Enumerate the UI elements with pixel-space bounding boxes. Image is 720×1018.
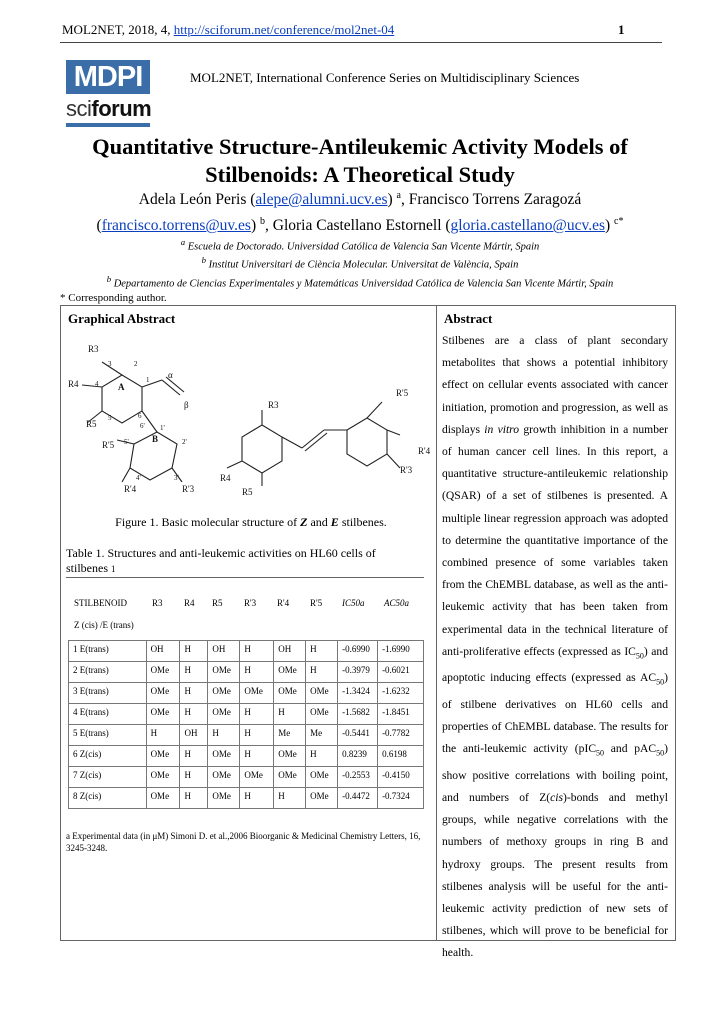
table-cell: H bbox=[240, 746, 274, 767]
label-r5p: R'5 bbox=[102, 440, 115, 450]
label-n1p: 1' bbox=[160, 424, 165, 432]
table-cell: OMe bbox=[146, 767, 180, 788]
bond-e-alpha bbox=[282, 437, 302, 448]
table-cell: H bbox=[240, 662, 274, 683]
table-cell: 6 Z(cis) bbox=[69, 746, 147, 767]
running-header bbox=[62, 22, 394, 38]
affiliation-c bbox=[30, 274, 690, 290]
label-n2p: 2' bbox=[182, 438, 187, 446]
label-r4: R4 bbox=[68, 379, 79, 389]
table-cell: H bbox=[146, 725, 180, 746]
table-row bbox=[69, 704, 424, 725]
affil-sup-b: b bbox=[201, 255, 207, 265]
col-header-r3: R3 bbox=[152, 598, 163, 608]
table-cell: 4 E(trans) bbox=[69, 704, 147, 725]
figure-1-caption bbox=[66, 515, 436, 530]
affil-text-b: Institut Universitari de Ciència Molecular. Universitat de València, Spain bbox=[206, 259, 519, 271]
table-cell: OMe bbox=[146, 683, 180, 704]
caption-e: E bbox=[330, 515, 339, 529]
table-cell: -0.6021 bbox=[378, 662, 424, 683]
table-row bbox=[69, 725, 424, 746]
affil-text-c: Departamento de Ciencias Experimentales y Matemáticas Universidad Católica de Valencia San Vicente Mártir, Spain bbox=[111, 278, 614, 290]
label-e-r3p: R'3 bbox=[400, 465, 413, 475]
table-cell: 7 Z(cis) bbox=[69, 767, 147, 788]
journal-citation: MOL2NET, 2018, 4, bbox=[62, 22, 174, 37]
table-body bbox=[69, 641, 424, 809]
col-header-r4p: R'4 bbox=[277, 598, 290, 608]
abstract-part-7: )-bonds and methyl groups, while negative correlations with the numbers of methoxy groups in ring B and hydroxy groups. The present results from stilbenes analysis will be useful for the anti-leukemic activity prediction of new sets of stilbenes, which will prove to be beneficial for health. bbox=[442, 791, 668, 960]
table-cell: OMe bbox=[146, 662, 180, 683]
table-cell: H bbox=[180, 662, 208, 683]
col-header-r4: R4 bbox=[184, 598, 195, 608]
abstract-part-2: growth inhibition in a number of human cancer cell lines. In this report, a quantitative structure-antileukemic relationship (QSAR) of a set of stilbenes is presented. A multiple linear regression approach was adopted to determine the quantitative importance of the combined presence of some variables taken from the ChEMBL database, as well as the anti-leukemic activity that has been taken from experimental data in the technical literature of anti-proliferative effects (expressed as IC bbox=[442, 422, 669, 658]
abstract-sub-2: 50 bbox=[656, 677, 665, 687]
bond-r4 bbox=[82, 385, 102, 387]
bond-e-r4p bbox=[387, 430, 400, 435]
conference-url-link[interactable]: http://sciforum.net/conference/mol2net-04 bbox=[173, 22, 395, 37]
author-2-sup: b bbox=[260, 216, 266, 228]
table-cell: H bbox=[180, 683, 208, 704]
table-cell: OMe bbox=[208, 788, 240, 809]
table-cell: OH bbox=[180, 725, 208, 746]
table-cell: -0.2553 bbox=[338, 767, 378, 788]
col-header-r5: R5 bbox=[212, 598, 223, 608]
table-cell: OMe bbox=[208, 662, 240, 683]
abstract-sub-4: 50 bbox=[656, 748, 665, 758]
label-e-r5: R5 bbox=[242, 487, 253, 497]
abstract-heading: Abstract bbox=[444, 311, 493, 326]
corresponding-author-note: * Corresponding author. bbox=[60, 292, 167, 304]
label-n5: 5 bbox=[108, 414, 112, 422]
label-n3p: 3' bbox=[174, 474, 179, 482]
table-cell: -1.6232 bbox=[378, 683, 424, 704]
table-cell: H bbox=[180, 746, 208, 767]
author-2: , Francisco Torrens Zaragozá bbox=[400, 191, 582, 209]
label-n2: 2 bbox=[134, 360, 138, 368]
table-subheader: Z (cis) /E (trans) bbox=[74, 620, 134, 630]
affil-sup-a: a bbox=[180, 237, 186, 247]
label-r4p: R'4 bbox=[124, 484, 137, 494]
table-cell: OMe bbox=[146, 704, 180, 725]
table-row bbox=[69, 746, 424, 767]
table-cell: H bbox=[180, 704, 208, 725]
table-cell: OMe bbox=[208, 704, 240, 725]
conference-series: MOL2NET, International Conference Series on Multidisciplinary Sciences bbox=[190, 70, 580, 85]
abstract-italic-2: cis bbox=[550, 791, 564, 804]
label-n3: 3 bbox=[108, 360, 112, 368]
table-cell: OMe bbox=[146, 788, 180, 809]
table-cell: OMe bbox=[274, 683, 306, 704]
table-cell: H bbox=[240, 704, 274, 725]
bond-e-double-2 bbox=[305, 433, 327, 451]
table-caption-line-1: Table 1. Structures and anti-leukemic activities on HL60 cells of bbox=[66, 546, 376, 560]
col-header-r3p: R'3 bbox=[244, 598, 257, 608]
logo-underline bbox=[66, 123, 150, 127]
author-1-close: ) bbox=[387, 191, 397, 209]
table-cell: 0.6198 bbox=[378, 746, 424, 767]
table-cell: 3 E(trans) bbox=[69, 683, 147, 704]
abstract-text bbox=[442, 330, 668, 965]
abstract-part-1: Stilbenes are a class of plant secondary metabolites that shows a potential inhibitory effect on cellular events associated with cancer initiation, promotion and progression, as well as displays bbox=[442, 334, 668, 436]
caption-pre: Figure 1. Basic molecular structure of bbox=[115, 515, 301, 529]
caption-post: stilbenes. bbox=[338, 515, 387, 529]
abstract-part-4: ) of stilbene derivatives on HL60 cells and properties of ChEMBL database. The results for the anti-leukemic activity (pIC bbox=[442, 671, 668, 756]
table-cell: H bbox=[180, 788, 208, 809]
email-link-1[interactable]: alepe@alumni.ucv.es bbox=[255, 191, 388, 209]
table-row bbox=[69, 683, 424, 704]
table-cell: OMe bbox=[306, 704, 338, 725]
author-3-sup: c* bbox=[614, 216, 624, 228]
title-line-2: Stilbenoids: A Theoretical Study bbox=[205, 162, 515, 187]
abstract-part-5: and pAC bbox=[604, 742, 657, 756]
table-cell: 2 E(trans) bbox=[69, 662, 147, 683]
table-cell: OMe bbox=[306, 767, 338, 788]
table-cell: Me bbox=[306, 725, 338, 746]
paper-title bbox=[60, 133, 660, 189]
table-cell: H bbox=[240, 641, 274, 662]
table-cell: H bbox=[240, 788, 274, 809]
table-cell: -0.3979 bbox=[338, 662, 378, 683]
table-cell: H bbox=[240, 725, 274, 746]
author-list bbox=[40, 185, 680, 237]
table-cell: OH bbox=[146, 641, 180, 662]
caption-and: and bbox=[307, 515, 331, 529]
author-2-close: ) bbox=[250, 217, 261, 235]
graphical-abstract-heading: Graphical Abstract bbox=[68, 311, 176, 326]
table-cell: 5 E(trans) bbox=[69, 725, 147, 746]
table-cell: -0.4472 bbox=[338, 788, 378, 809]
table-cell: 8 Z(cis) bbox=[69, 788, 147, 809]
author-3: , Gloria Castellano Estornell ( bbox=[265, 217, 451, 235]
table-cell: -0.7324 bbox=[378, 788, 424, 809]
table-cell: OH bbox=[208, 641, 240, 662]
email-link-3[interactable]: gloria.castellano@ucv.es bbox=[450, 217, 605, 235]
table-cell: H bbox=[306, 662, 338, 683]
table-footnote: a Experimental data (in μM) Simoni D. et al.,2006 Bioorganic & Medicinal Chemistry Letters, 16, 3245-3248. bbox=[66, 831, 421, 853]
table-cell: OMe bbox=[306, 788, 338, 809]
label-e-r3: R3 bbox=[268, 400, 279, 410]
table-caption-rule bbox=[66, 577, 424, 578]
table-cell: OMe bbox=[208, 683, 240, 704]
table-cell: 0.8239 bbox=[338, 746, 378, 767]
table-cell: H bbox=[180, 641, 208, 662]
table-cell: H bbox=[306, 641, 338, 662]
abstract-sub-1: 50 bbox=[635, 651, 644, 661]
ring-left-e bbox=[242, 425, 282, 473]
affil-sup-c: b bbox=[106, 274, 112, 284]
bond-e-r4 bbox=[227, 461, 242, 468]
label-n5p: 5' bbox=[124, 438, 129, 446]
table-row bbox=[69, 788, 424, 809]
label-n4p: 4' bbox=[136, 474, 141, 482]
table-cell: OMe bbox=[274, 767, 306, 788]
sciforum-logo bbox=[66, 96, 151, 122]
logo-sci-text: sci bbox=[66, 96, 92, 121]
col-header-r5p: R'5 bbox=[310, 598, 323, 608]
table-cell: -1.3424 bbox=[338, 683, 378, 704]
label-e-r4: R4 bbox=[220, 473, 231, 483]
table-cell: OMe bbox=[306, 683, 338, 704]
table-cell: -0.7782 bbox=[378, 725, 424, 746]
table-cell: -1.5682 bbox=[338, 704, 378, 725]
table-cell: OMe bbox=[274, 662, 306, 683]
table-caption-line-2: stilbenes bbox=[66, 561, 111, 575]
table-cell: -1.6990 bbox=[378, 641, 424, 662]
bond-alpha-beta-1 bbox=[162, 380, 180, 395]
label-r5: R5 bbox=[86, 419, 97, 429]
bond-r4p bbox=[122, 468, 130, 482]
abstract-italic-1: in vitro bbox=[484, 422, 520, 436]
label-e-r5p: R'5 bbox=[396, 388, 409, 398]
structure-labels bbox=[68, 344, 431, 497]
header-rule bbox=[60, 42, 662, 43]
stilbene-activity-table bbox=[68, 640, 424, 809]
author-3-close: ) bbox=[604, 217, 615, 235]
author-1-sup: a bbox=[396, 190, 401, 201]
label-r3: R3 bbox=[88, 344, 99, 354]
table-1-caption bbox=[66, 546, 424, 577]
table-cell: OMe bbox=[274, 746, 306, 767]
table-cell: OMe bbox=[240, 683, 274, 704]
label-r3p: R'3 bbox=[182, 484, 195, 494]
table-cell: H bbox=[274, 788, 306, 809]
label-n1: 1 bbox=[146, 376, 150, 384]
table-cell: -0.6990 bbox=[338, 641, 378, 662]
table-cell: OMe bbox=[208, 746, 240, 767]
label-n6: 6 bbox=[138, 412, 142, 420]
bond-e-r5p bbox=[367, 402, 382, 418]
label-alpha: α bbox=[168, 370, 173, 380]
label-n4: 4 bbox=[95, 380, 99, 388]
mdpi-logo: MDPI bbox=[66, 60, 150, 94]
label-beta: β bbox=[184, 400, 189, 410]
table-cell: -0.5441 bbox=[338, 725, 378, 746]
table-cell: OH bbox=[274, 641, 306, 662]
table-cell: H bbox=[208, 725, 240, 746]
table-cell: H bbox=[306, 746, 338, 767]
stilbene-structure-diagram bbox=[62, 330, 434, 510]
abstract-part-6: ) show positive correlations with boiling point, and numbers of Z( bbox=[442, 742, 668, 804]
col-header-stilbenoid: STILBENOID bbox=[74, 598, 127, 608]
bond-e-r3p bbox=[387, 454, 400, 468]
table-row bbox=[69, 767, 424, 788]
table-cell: -0.4150 bbox=[378, 767, 424, 788]
abstract-part-3: ) and apoptotic inducing effects (expressed as AC bbox=[442, 644, 668, 685]
table-cell: 1 E(trans) bbox=[69, 641, 147, 662]
author-1: Adela León Peris ( bbox=[138, 191, 256, 209]
table-row bbox=[69, 641, 424, 662]
column-divider bbox=[436, 305, 437, 941]
bond-e-double-1 bbox=[302, 430, 324, 448]
caption-z: Z bbox=[300, 515, 308, 529]
label-n6p: 6' bbox=[140, 422, 145, 430]
label-ring-b: B bbox=[152, 434, 159, 444]
table-cell: OMe bbox=[146, 746, 180, 767]
structure-bonds bbox=[82, 362, 400, 486]
table-cell: -1.8451 bbox=[378, 704, 424, 725]
ring-right-e bbox=[347, 418, 387, 466]
col-header-ac50: AC50a bbox=[384, 598, 410, 608]
email-link-2[interactable]: francisco.torrens@uv.es bbox=[101, 217, 251, 235]
table-row bbox=[69, 662, 424, 683]
table-cell: H bbox=[274, 704, 306, 725]
table-caption-ref: 1 bbox=[111, 564, 116, 574]
affiliation-a bbox=[30, 237, 690, 253]
bond-r3 bbox=[102, 362, 122, 375]
table-cell: H bbox=[180, 767, 208, 788]
col-header-ic50: IC50a bbox=[342, 598, 365, 608]
table-cell: OMe bbox=[240, 767, 274, 788]
affil-text-a: Escuela de Doctorado. Universidad Católica de Valencia San Vicente Mártir, Spain bbox=[185, 241, 540, 253]
label-e-r4p: R'4 bbox=[418, 446, 431, 456]
label-ring-a: A bbox=[118, 382, 125, 392]
abstract-sub-3: 50 bbox=[596, 748, 605, 758]
affiliation-b bbox=[30, 255, 690, 271]
table-cell: OMe bbox=[208, 767, 240, 788]
table-cell: Me bbox=[274, 725, 306, 746]
title-line-1: Quantitative Structure-Antileukemic Activity Models of bbox=[92, 134, 628, 159]
bond-alpha bbox=[142, 380, 162, 387]
author-2-open: ( bbox=[96, 217, 102, 235]
page-number: 1 bbox=[618, 22, 625, 37]
logo-forum-text: forum bbox=[91, 96, 152, 121]
